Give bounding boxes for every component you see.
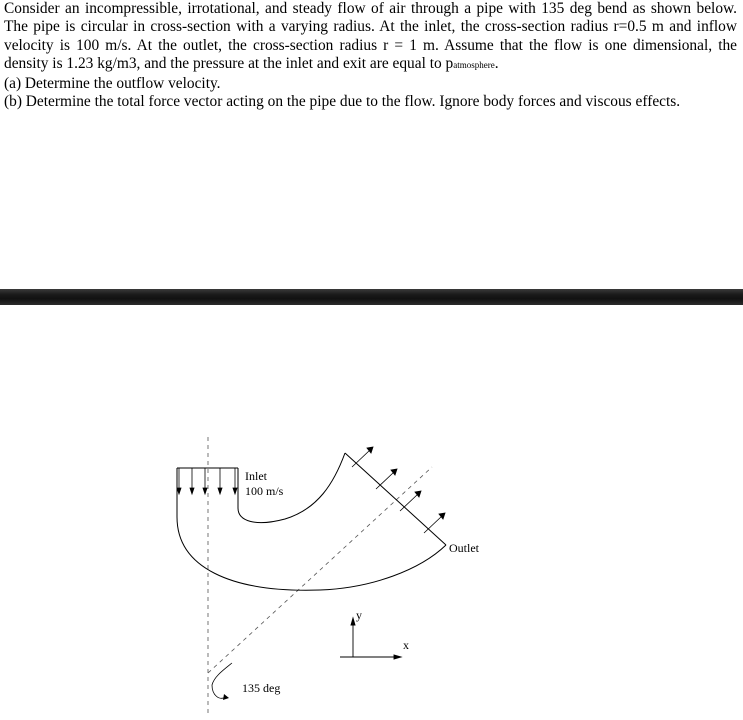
- part-a: (a) Determine the outflow velocity.: [4, 74, 221, 92]
- problem-line-1: Consider an incompressible, irrotational, and steady flow of air through a pipe with 135 deg bend as shown below.: [4, 0, 737, 17]
- problem-line-4-text: density is 1.23 kg/m3, and the pressure at the inlet and exit are equal to p: [4, 55, 454, 73]
- part-b: (b) Determine the total force vector acting on the pipe due to the flow. Ignore body forces and viscous effects.: [4, 93, 681, 111]
- problem-line-2: The pipe is circular in cross-section with a varying radius. At the inlet, the cross-section radius r=0.5 m and inflow: [4, 18, 737, 36]
- problem-statement: [4, 0, 737, 111]
- problem-line-3: velocity is 100 m/s. At the outlet, the cross-section radius r = 1 m. Assume that the flow is one dimensional, the: [4, 36, 737, 54]
- pipe-diagram: [0, 305, 743, 720]
- inlet-velocity-label: 100 m/s: [245, 484, 284, 498]
- angle-label: 135 deg: [242, 681, 281, 695]
- coordinate-axes: [340, 618, 401, 659]
- problem-line-4: [4, 55, 737, 74]
- pipe-bend-figure: [0, 305, 743, 720]
- outer-pipe-wall: [177, 468, 446, 590]
- problem-line-4-end: .: [494, 55, 499, 73]
- angle-arc: [212, 663, 232, 698]
- axis-y-label: y: [356, 608, 362, 622]
- inlet-velocity-arrows: [177, 468, 237, 494]
- angle-arc-arrowhead: [223, 694, 229, 700]
- outlet-velocity-arrows: [352, 447, 445, 533]
- outlet-label: Outlet: [449, 541, 479, 555]
- inlet-label: Inlet: [245, 469, 267, 483]
- axis-x-label: x: [403, 638, 409, 652]
- divider-bar: [0, 289, 743, 305]
- pressure-subscript: atmosphere: [453, 60, 495, 71]
- outlet-section-line: [345, 453, 446, 545]
